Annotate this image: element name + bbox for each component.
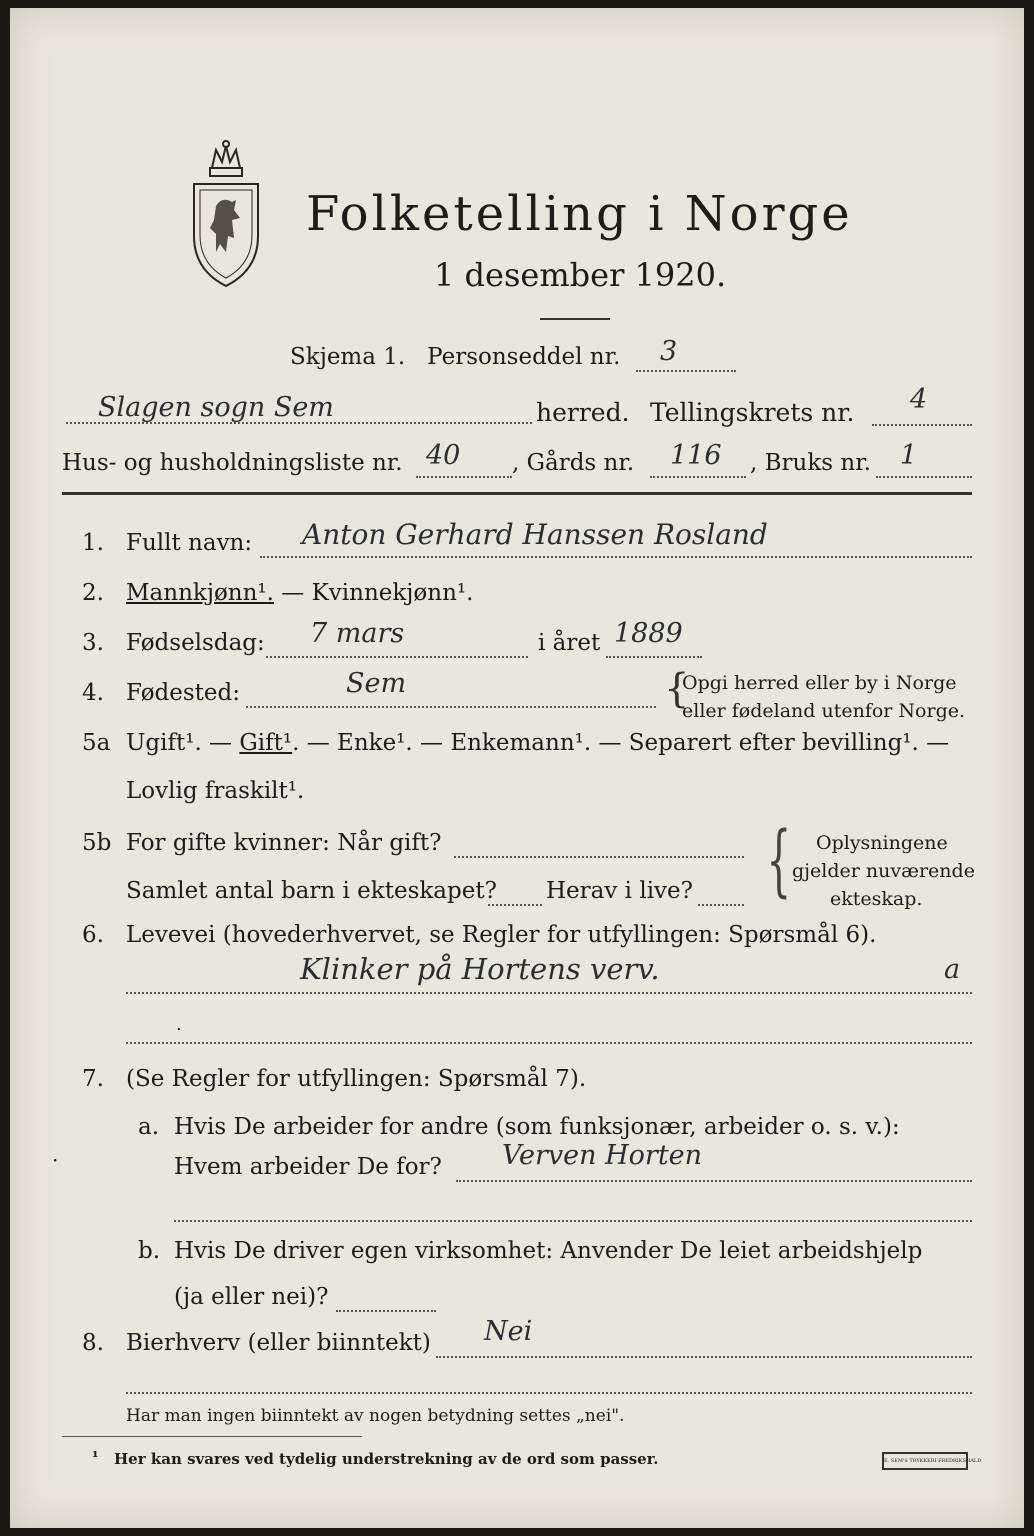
q7-label: (Se Regler for utfyllingen: Spørsmål 7). (126, 1066, 587, 1092)
q7b-number: b. (138, 1238, 161, 1264)
bruks-label: , Bruks nr. (750, 450, 871, 476)
q7a-line1: Hvis De arbeider for andre (som funksjonær, arbeider o. s. v.): (174, 1114, 900, 1140)
birthdate-value: 7 mars (310, 618, 405, 649)
margin-dot: · (52, 1148, 59, 1172)
footnote-divider (62, 1436, 362, 1437)
q5b-label1: For gifte kvinner: Når gift? (126, 830, 442, 856)
employer-value: Verven Horten (502, 1140, 703, 1171)
q3-field-line (266, 656, 528, 658)
herred-label: herred. (536, 398, 630, 427)
year-label: i året (538, 630, 601, 656)
form-title: Folketelling i Norge (306, 186, 853, 242)
bruks-value: 1 (900, 440, 918, 471)
census-date: 1 desember 1920. (434, 256, 727, 294)
gards-field-line (650, 476, 746, 478)
q8-number: 8. (82, 1330, 104, 1356)
q4-brace: { (664, 666, 690, 712)
tellingskrets-value: 4 (910, 384, 928, 415)
q6-label: Levevei (hovederhvervet, se Regler for utfyllingen: Spørsmål 6). (126, 922, 877, 948)
marital-gift-underlined: Gift¹ (239, 730, 293, 756)
q8-field-line2 (126, 1392, 972, 1394)
q8-label: Bierhverv (eller biinntekt) (126, 1330, 431, 1356)
skjema-label: Skjema 1. Personseddel nr. (290, 344, 621, 370)
q5a-number: 5a (82, 730, 111, 756)
q4-label: Fødested: (126, 680, 241, 706)
printer-stamp: E. SEM'S TRYKKERI FREDRIKSHALD (882, 1452, 968, 1470)
q5b-note-line3: ekteskap. (830, 888, 923, 910)
q6-field-line1 (126, 992, 972, 994)
gender-male-underlined: Mannkjønn¹. (126, 580, 274, 606)
occupation-mark: a (944, 954, 961, 985)
gender-female: Kvinnekjønn¹. (311, 580, 474, 606)
q5b-note-line1: Oplysningene (816, 832, 948, 854)
footnote-text: Her kan svares ved tydelig understrekning av de ord som passer. (114, 1450, 659, 1468)
q5b-children-field-line (488, 904, 542, 906)
q5b-note-line2: gjelder nuværende (792, 860, 975, 882)
herred-value: Slagen sogn Sem (98, 392, 334, 423)
q6-field-line2 (126, 1042, 972, 1044)
birthplace-value: Sem (346, 668, 407, 699)
q1-label: Fullt navn: (126, 530, 253, 556)
side-income-value: Nei (484, 1316, 533, 1347)
q1-number: 1. (82, 530, 104, 556)
q7-number: 7. (82, 1066, 104, 1092)
q7b-field-line (336, 1310, 436, 1312)
q8-field-line (436, 1356, 972, 1358)
q2-number: 2. (82, 580, 104, 606)
q7a-field-line2 (174, 1220, 972, 1222)
no-income-note: Har man ingen biinntekt av nogen betydning settes „nei". (126, 1406, 625, 1426)
gender-options: Mannkjønn¹. — Kvinnekjønn¹. (126, 580, 474, 606)
bleed-through-text (230, 104, 236, 125)
birth-year-value: 1889 (614, 618, 683, 649)
q6-dot: . (176, 1014, 182, 1035)
footnote-mark: ¹ (92, 1448, 99, 1466)
q7a-field-line (456, 1180, 972, 1182)
q5b-alive-field-line (698, 904, 744, 906)
occupation-value: Klinker på Hortens verv. (300, 952, 660, 986)
year-field-line (606, 656, 702, 658)
q5b-number: 5b (82, 830, 112, 856)
bruks-field-line (876, 476, 972, 478)
q4-note-line2: eller fødeland utenfor Norge. (682, 700, 966, 722)
q5b-married-field-line (454, 856, 744, 858)
hus-label: Hus- og husholdningsliste nr. (62, 450, 403, 476)
q5b-label2: Samlet antal barn i ekteskapet? (126, 878, 497, 904)
coat-of-arms-icon (182, 140, 270, 290)
marital-options: Ugift¹. — Gift¹. — Enke¹. — Enkemann¹. — Separert efter bevilling¹. — (126, 730, 950, 756)
personseddel-value: 3 (660, 336, 678, 367)
hus-value: 40 (426, 440, 461, 471)
gards-label: , Gårds nr. (512, 450, 635, 476)
q5b-label3: Herav i live? (546, 878, 693, 904)
q7b-line2: (ja eller nei)? (174, 1284, 329, 1310)
q7b-line1: Hvis De driver egen virksomhet: Anvender De leiet arbeidshjelp (174, 1238, 923, 1264)
q6-number: 6. (82, 922, 104, 948)
title-divider (540, 318, 610, 320)
q3-label: Fødselsdag: (126, 630, 265, 656)
gards-value: 116 (670, 440, 722, 471)
q3-number: 3. (82, 630, 104, 656)
tellingskrets-label: Tellingskrets nr. (650, 398, 855, 427)
q5b-brace: { (766, 816, 792, 906)
q4-number: 4. (82, 680, 104, 706)
q7a-line2: Hvem arbeider De for? (174, 1154, 442, 1180)
tellingskrets-field-line (872, 424, 972, 426)
q4-note-line1: Opgi herred eller by i Norge (682, 672, 957, 694)
personseddel-field-line (636, 370, 736, 372)
marital-line2: Lovlig fraskilt¹. (126, 778, 305, 804)
q1-field-line (260, 556, 972, 558)
q4-field-line (246, 706, 656, 708)
q7a-number: a. (138, 1114, 160, 1140)
census-form (10, 8, 1024, 1528)
hus-field-line (416, 476, 512, 478)
header-divider (62, 492, 972, 495)
full-name-value: Anton Gerhard Hanssen Rosland (302, 518, 768, 551)
